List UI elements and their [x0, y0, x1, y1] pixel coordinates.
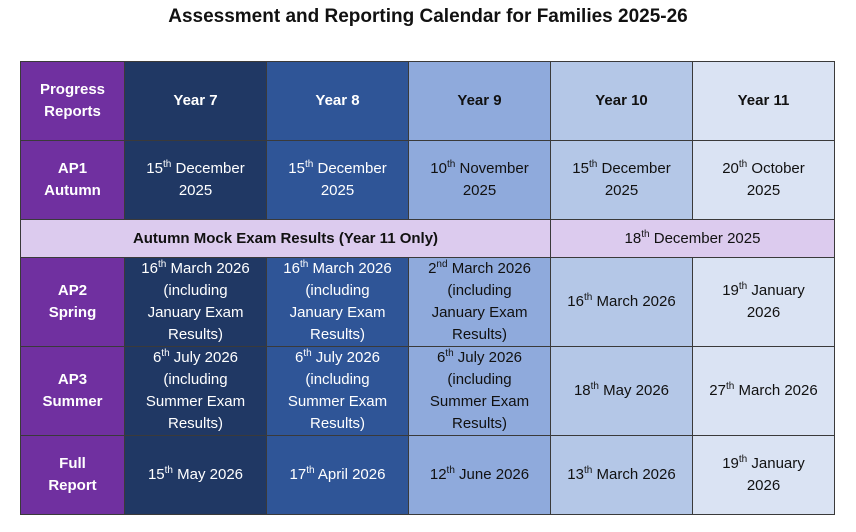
cell-line — [269, 391, 406, 413]
cell-line — [127, 464, 264, 486]
cell-line — [269, 258, 406, 280]
full-report-label — [21, 436, 125, 515]
cell-line — [127, 369, 264, 391]
cell-line — [269, 280, 406, 302]
cell-line — [695, 280, 832, 302]
date-ordinal-suffix: th — [588, 159, 598, 170]
ap3-year-10-cell — [551, 347, 693, 436]
date-text: November — [455, 160, 529, 177]
cell-line — [411, 324, 548, 346]
date-text: Results) — [451, 415, 507, 432]
cell-line — [127, 413, 264, 435]
date-text: 2026 — [746, 477, 781, 494]
ap1-label — [21, 141, 125, 220]
ap1-year-7-cell — [125, 141, 267, 220]
date-day: 15 — [288, 160, 305, 177]
ap1-year-8-cell — [267, 141, 409, 220]
date-day: 17 — [289, 466, 307, 483]
date-ordinal-suffix: th — [304, 159, 314, 170]
cell-line — [695, 475, 832, 497]
date-text: May 2026 — [172, 466, 244, 483]
cell-line — [269, 158, 406, 180]
cell-line — [127, 347, 264, 369]
date-day: 19 — [722, 455, 739, 472]
date-text: (including — [163, 371, 228, 388]
date-text: 2025 — [746, 182, 781, 199]
cell-line — [411, 280, 548, 302]
cell-line — [411, 391, 548, 413]
full-report-year-10-cell — [551, 436, 693, 515]
header-row — [21, 62, 835, 141]
cell-line — [695, 302, 832, 324]
date-text: July 2026 — [169, 349, 239, 366]
date-text: Summer Exam — [287, 393, 388, 410]
year-10-header: Year 10 — [551, 62, 693, 141]
date-day: 15 — [146, 160, 163, 177]
cell-line — [411, 258, 548, 280]
date-text: December — [597, 160, 671, 177]
date-ordinal-suffix: th — [590, 381, 599, 392]
cell-line — [269, 347, 406, 369]
date-day: 6 — [294, 349, 304, 366]
date-text: Results) — [167, 326, 223, 343]
date-ordinal-suffix: th — [738, 281, 748, 292]
progress-reports-line-2: Reports — [44, 103, 101, 120]
cell-line — [127, 280, 264, 302]
ap3-year-9-cell — [409, 347, 551, 436]
ap3-year-7-cell — [125, 347, 267, 436]
date-text: Results) — [167, 415, 223, 432]
ap3-label — [21, 347, 125, 436]
date-day: 13 — [567, 466, 584, 483]
date-text: December 2025 — [649, 229, 761, 247]
ap3-year-11-cell — [693, 347, 835, 436]
page-title: Assessment and Reporting Calendar for Families 2025-26 — [168, 6, 688, 27]
date-ordinal-suffix: th — [306, 465, 315, 476]
year-9-header: Year 9 — [409, 62, 551, 141]
date-text: Summer Exam — [145, 393, 246, 410]
calendar-table — [20, 61, 835, 515]
date-text: March 2026 — [166, 260, 250, 277]
ap2-year-8-cell — [267, 258, 409, 347]
date-day: 12 — [429, 466, 447, 483]
year-7-header: Year 7 — [125, 62, 267, 141]
full-report-year-11-cell — [693, 436, 835, 515]
date-ordinal-suffix: th — [299, 259, 309, 270]
ap2-label — [21, 258, 125, 347]
date-text: March 2026 — [734, 382, 818, 399]
date-ordinal-suffix: th — [303, 348, 312, 359]
date-day: 27 — [709, 382, 726, 399]
ap3-label-line: Summer — [42, 393, 103, 410]
date-day: 2 — [428, 260, 437, 277]
date-text: July 2026 — [311, 349, 381, 366]
ap2-year-7-cell — [125, 258, 267, 347]
mock-results-label: Autumn Mock Exam Results (Year 11 Only) — [21, 220, 551, 258]
date-ordinal-suffix: th — [725, 381, 735, 392]
mock-results-row — [21, 220, 835, 258]
ap2-year-11-cell — [693, 258, 835, 347]
date-day: 15 — [572, 160, 589, 177]
ap2-label-line: Spring — [48, 304, 97, 321]
cell-line — [127, 180, 264, 202]
cell-line — [411, 369, 548, 391]
ap1-year-11-cell — [693, 141, 835, 220]
cell-line — [411, 180, 548, 202]
cell-line — [269, 464, 406, 486]
full-report-year-8-cell — [267, 436, 409, 515]
cell-line — [695, 180, 832, 202]
cell-line — [553, 464, 690, 486]
cell-line — [269, 369, 406, 391]
cell-line — [269, 302, 406, 324]
ap1-label-line: Autumn — [44, 182, 101, 199]
cell-line — [411, 464, 548, 486]
ap2-row — [21, 258, 835, 347]
ap2-year-9-cell — [409, 258, 551, 347]
cell-line — [411, 347, 548, 369]
date-ordinal-suffix: nd — [436, 259, 448, 270]
date-text: (including — [305, 371, 370, 388]
date-text: May 2026 — [598, 382, 670, 399]
date-text: 2025 — [178, 182, 213, 199]
date-day: 16 — [141, 260, 158, 277]
date-text: March 2026 — [592, 466, 676, 483]
ap1-label-line: AP1 — [57, 160, 88, 177]
cell-line — [553, 180, 690, 202]
full-report-label-line: Report — [48, 477, 97, 494]
date-text: Results) — [309, 415, 365, 432]
date-day: 20 — [722, 160, 739, 177]
ap1-year-9-cell — [409, 141, 551, 220]
date-day: 10 — [430, 160, 447, 177]
cell-line — [269, 180, 406, 202]
cell-line — [411, 413, 548, 435]
mock-results-date — [551, 220, 835, 258]
date-ordinal-suffix: th — [583, 465, 593, 476]
date-day: 18 — [573, 382, 591, 399]
ap2-label-line: AP2 — [57, 282, 88, 299]
date-day: 16 — [567, 293, 584, 310]
date-text: January — [747, 455, 805, 472]
cell-line — [269, 324, 406, 346]
date-ordinal-suffix: th — [445, 348, 454, 359]
progress-reports-line-1: Progress — [39, 81, 106, 98]
full-report-row — [21, 436, 835, 515]
date-ordinal-suffix: th — [162, 159, 172, 170]
ap1-row — [21, 141, 835, 220]
cell-line — [127, 391, 264, 413]
cell-line — [553, 158, 690, 180]
date-text: July 2026 — [453, 349, 523, 366]
cell-line — [127, 324, 264, 346]
cell-line — [411, 302, 548, 324]
date-text: 2025 — [604, 182, 639, 199]
ap3-row — [21, 347, 835, 436]
date-text: January Exam — [431, 304, 528, 321]
date-day: 16 — [283, 260, 300, 277]
date-day: 19 — [722, 282, 739, 299]
date-ordinal-suffix: th — [738, 454, 748, 465]
date-ordinal-suffix: th — [583, 292, 593, 303]
date-text: 2026 — [746, 304, 781, 321]
date-ordinal-suffix: th — [164, 465, 173, 476]
progress-reports-header — [21, 62, 125, 141]
date-text: October — [747, 160, 805, 177]
date-text: January Exam — [147, 304, 244, 321]
ap1-year-10-cell — [551, 141, 693, 220]
date-ordinal-suffix: th — [446, 465, 455, 476]
date-text: 2025 — [462, 182, 497, 199]
date-text: (including — [447, 282, 512, 299]
cell-line — [695, 453, 832, 475]
date-text: January Exam — [289, 304, 386, 321]
cell-line — [553, 380, 690, 402]
ap3-label-line: AP3 — [57, 371, 88, 388]
date-text: Summer Exam — [429, 393, 530, 410]
date-text: (including — [447, 371, 512, 388]
date-ordinal-suffix: th — [446, 159, 456, 170]
date-ordinal-suffix: th — [641, 228, 650, 240]
date-ordinal-suffix: th — [157, 259, 167, 270]
ap2-year-10-cell — [551, 258, 693, 347]
year-11-header: Year 11 — [693, 62, 835, 141]
date-ordinal-suffix: th — [161, 348, 170, 359]
cell-line — [553, 291, 690, 313]
date-text: (including — [163, 282, 228, 299]
date-text: December — [171, 160, 245, 177]
date-day: 6 — [436, 349, 446, 366]
date-day: 15 — [147, 466, 165, 483]
year-8-header: Year 8 — [267, 62, 409, 141]
date-text: 2025 — [320, 182, 355, 199]
date-text: Results) — [309, 326, 365, 343]
cell-line — [695, 158, 832, 180]
date-day: 18 — [624, 229, 642, 247]
date-text: (including — [305, 282, 370, 299]
date-text: March 2026 — [592, 293, 676, 310]
cell-line — [269, 413, 406, 435]
full-report-year-7-cell — [125, 436, 267, 515]
cell-line — [127, 158, 264, 180]
date-text: January — [747, 282, 805, 299]
date-text: March 2026 — [308, 260, 392, 277]
cell-line — [127, 258, 264, 280]
date-text: June 2026 — [454, 466, 530, 483]
date-text: March 2026 — [447, 260, 531, 277]
date-day: 6 — [152, 349, 162, 366]
cell-line — [127, 302, 264, 324]
date-text: Results) — [451, 326, 507, 343]
full-report-label-line: Full — [59, 455, 86, 472]
cell-line — [695, 380, 832, 402]
date-ordinal-suffix: th — [738, 159, 748, 170]
full-report-year-9-cell — [409, 436, 551, 515]
date-text: December — [313, 160, 387, 177]
cell-line — [411, 158, 548, 180]
date-text: April 2026 — [314, 466, 386, 483]
ap3-year-8-cell — [267, 347, 409, 436]
